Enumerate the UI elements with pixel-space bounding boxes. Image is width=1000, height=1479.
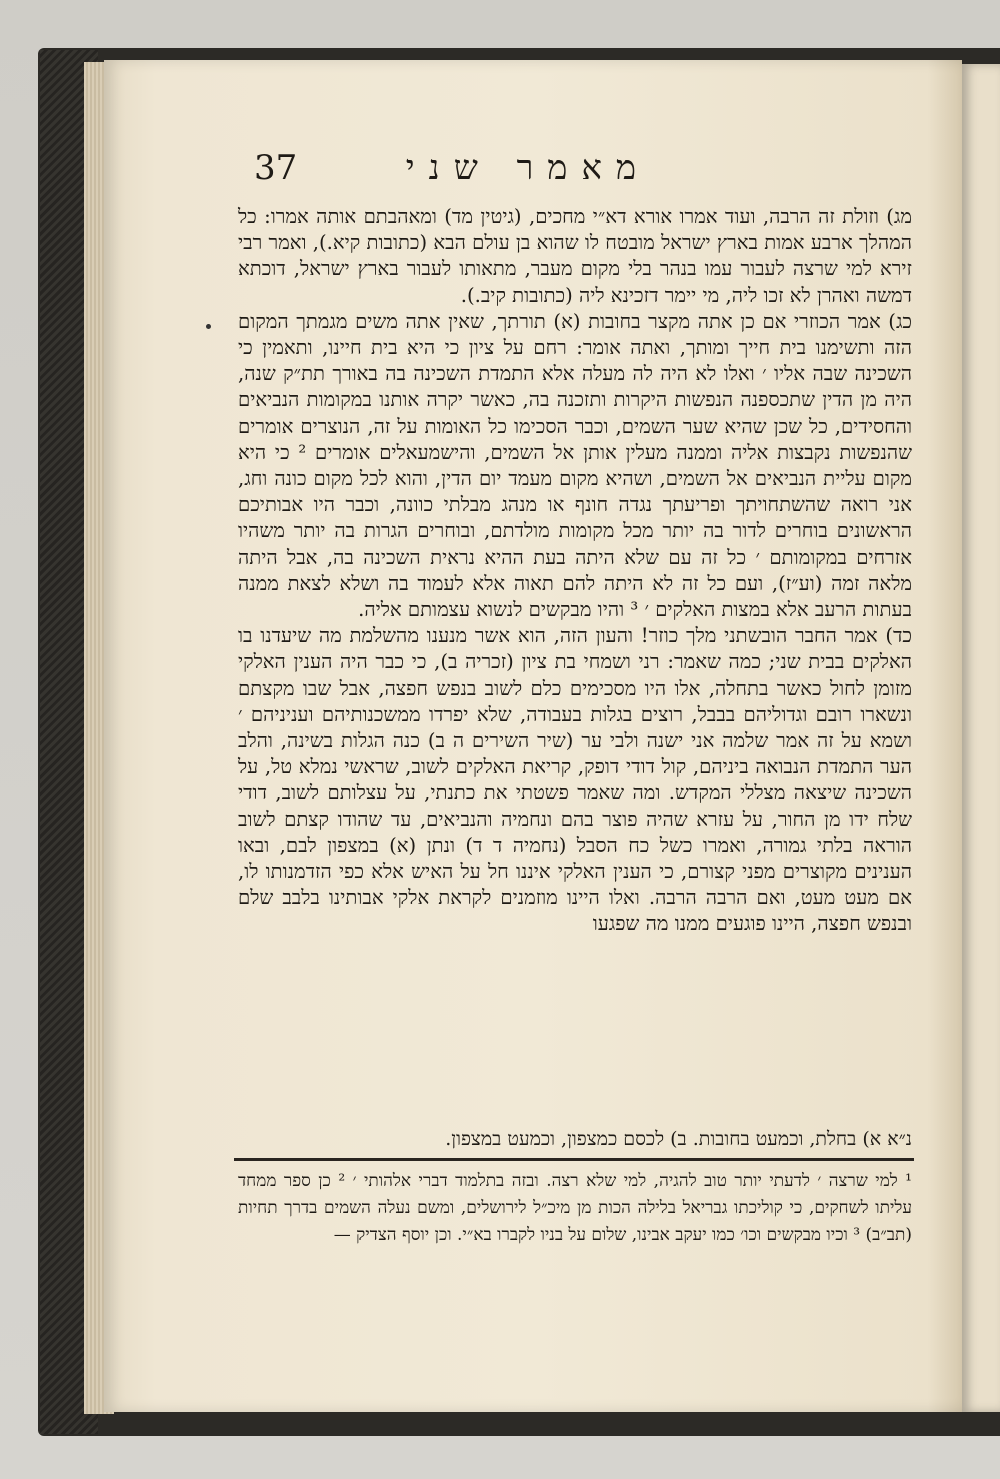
- paragraph-24: כד) אמר החבר הובשתני מלך כוזר! והעון הזה, הוא אשר מנענו מהשלמת מה שיעדנו בו האלקים בבית שני; כמה שאמר: רני ושמחי בת ציון (זכריה ב), כי כבר היה הענין האלקי מזומן לחול כאשר בתחלה, אלו היו מסכימים כלם לשוב בנפש חפצה, אבל שבו מקצתם ונשארו רובם וגדוליהם בבבל, רוצים בגלות בעבודה, שלא יפרדו ממשכנותיהם ועניניהם ׳ ושמא על זה אמר שלמה אני ישנה ולבי ער (שיר השירים ה ב) כנה הגלות בשינה, והלב הער התמדת הנבואה ביניהם, קול דודי דופק, קריאת האלקים לשוב, שראשי נמלא טל, על השכינה שיצאה מצללי המקדש. ומה שאמר פשטתי את כתנתי, על עצלותם לשוב, דודי שלח ידו מן החור, על עזרא שהיה פוצר בהם ונחמיה והנביאים, עד שהודו קצתם לשוב הוראה בלתי גמורה, ואמרו כשל כח הסבל (נחמיה ד ד) ונתן (א) במצפון לבם, ובאו הענינים מקוצרים מפני קצורם, כי הענין האלקי איננו חל על האיש אלא כפי הזדמנותו לו, אם מעט מעט, ואם הרבה הרבה. ואלו היינו מוזמנים לקראת אלקי אבותינו בלבב שלם ובנפש חפצה, היינו פוגעים ממנו מה שפגעו: [238, 624, 912, 936]
- footnote-text: ¹ למי שרצה ׳ לדעתי יותר טוב להגיה, למי שלא רצה. ובזה בתלמוד דברי אלהותי ׳ ² כן ספר ממחד עליתו לשחקים, כי קוליכתו גבריאל בלילה הכות מן מיכ״ל לירושלים, ומשם נעלה השמים בדרך תחיות (תב״ב) ³ וכיו מבקשים וכו׳ כמו יעקב אבינו, שלום על בניו לקברו בא״י. וכן יוסף הצדיק —: [238, 1171, 912, 1245]
- margin-dot: [206, 324, 211, 329]
- footnote-divider: [234, 1158, 914, 1161]
- paragraph-23: כג) אמר הכוזרי אם כן אתה מקצר בחובות (א) תורתך, שאין אתה משים מגמתך המקום הזה ותשימנו בית חייך ומותך, ואתה אומר: רחם על ציון כי היא בית חיינו, ותאמין כי השכינה שבה אליו ׳ ואלו לא היה לה מעלה אלא התמדת השכינה בה באורך תת״ק שנה, היה מן הדין שתכספנה הנפשות היקרות ותזכנה בה, כאשר יקרה אותנו במקומות הנביאים והחסידים, כל שכן שהיא שער השמים, וכבר הסכימו כל האומות על זה, הנוצרים אומרים שהנפשות נקבצות אליה וממנה מעלין אותן אל השמים, והישמעאלים אומרים ² כי היא מקום עליית הנביאים אל השמים, ושהיא מקום מעמד יום הדין, והוא לכל מקום כונה וחג, אני רואה שהשתחויתך ופריעתך נגדה חונף או מנהג מבלתי כוונה, וכבר היו אבותיכם הראשונים בוחרים לדור בה יותר מכל מקומות מולדתם, ובוחרים הגרות בה יותר משהיו אזרחים במקומותם ׳ כל זה עם שלא היתה בעת ההיא נראית השכינה בה, אבל היתה מלאה זמה (וע״ז), ועם כל זה לא היתה להם תאוה אלא לעמוד בה ושלא לצאת ממנה בעתות הרעב אלא במצות האלקים ׳ ³ והיו מבקשים לנשוא עצמותם אליה.: [238, 309, 912, 622]
- running-title: מאמר שני: [405, 148, 650, 188]
- main-text: [238, 204, 912, 938]
- footnotes: [238, 1168, 912, 1249]
- paragraph-43: מג) וזולת זה הרבה, ועוד אמרו אורא דא״י מחכים, (גיטין מד) ומאהבתם אותה אמרו: כל המהלך ארבע אמות בארץ ישראל מובטח לו שהוא בן עולם הבא (כתובות קיא.), ואמר רבי זירא למי שרצה לעבור עמו בנהר בלי מקום מעבר, מתאותו לעבור בארץ ישראל, דוכתא דמשה ואהרן לא זכו ליה, מי יימר דזכינא ליה (כתובות קיב.).: [238, 205, 912, 307]
- page-header: [150, 148, 650, 204]
- variant-readings: נ״א א) בחלת, וכמעט בחובות. ב) לכסם כמצפון, וכמעט במצפון.: [445, 1128, 912, 1150]
- page-number: 37: [254, 148, 298, 188]
- next-page-edge: [962, 64, 1000, 1412]
